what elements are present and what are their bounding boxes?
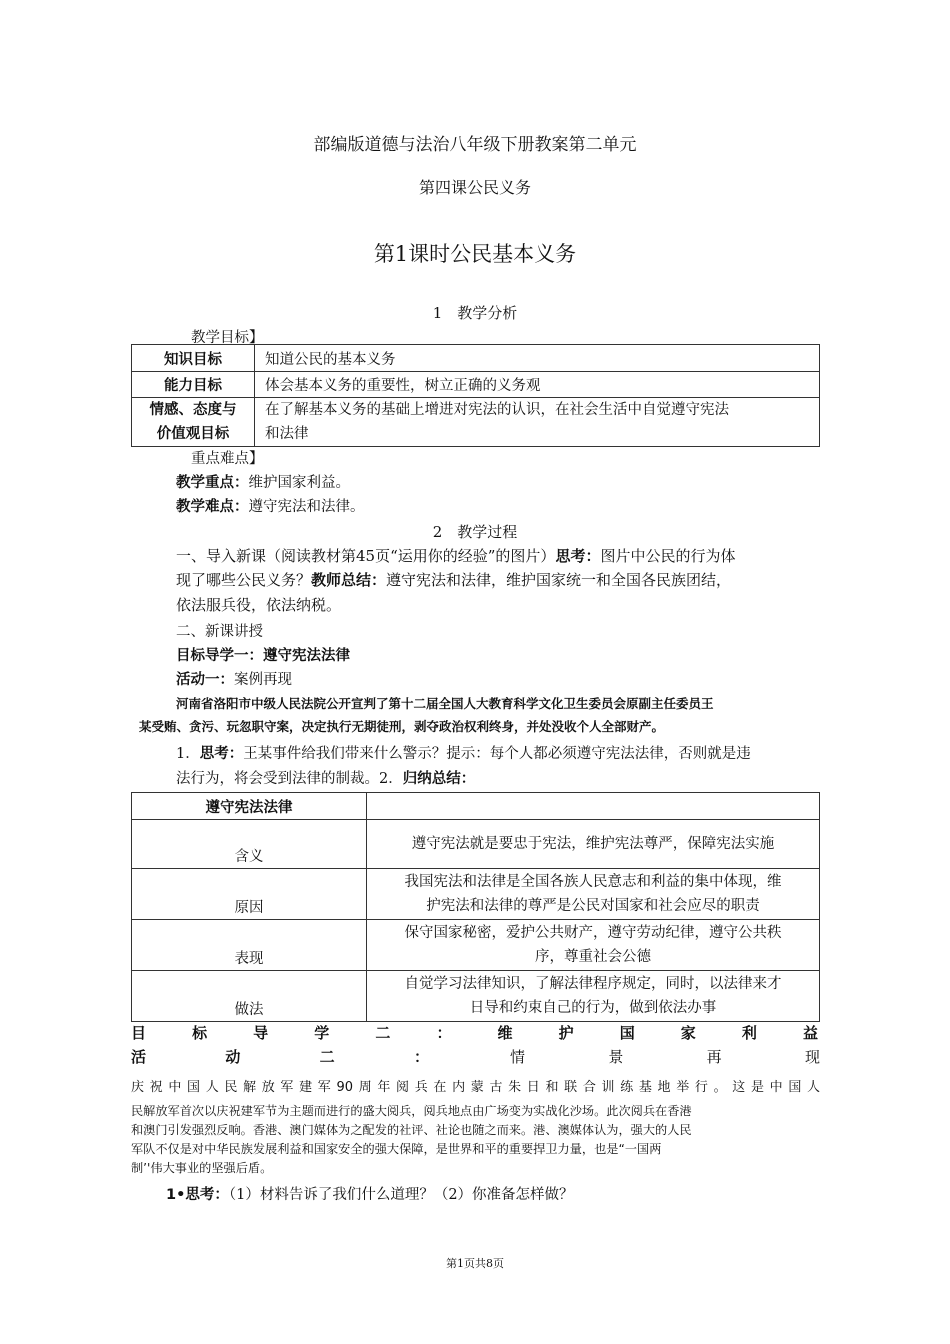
- goal-value-emotion-line2: 和法律: [265, 426, 309, 442]
- row-key-reason: 原因: [132, 869, 367, 920]
- think1-line-1: [176, 742, 751, 763]
- intro-text-a: 一、导入新课（阅读教材第45页“运用你的经验”的图片）: [176, 547, 556, 565]
- difficulty-label: 教学难点：: [176, 499, 249, 515]
- think1-line-2: [176, 767, 475, 788]
- intro-line-1: [176, 545, 735, 566]
- row-value-performance: [367, 920, 820, 971]
- row-value-meaning: [367, 820, 820, 869]
- period-title: 第1课时公民基本义务: [373, 242, 577, 266]
- key-points-label: 重点难点】: [191, 451, 264, 467]
- table-header: 遵守宪法法律: [132, 793, 367, 820]
- row-key-meaning: 含义: [132, 820, 367, 869]
- think1-text: 王某事件给我们带来什么警示？提示：每个人都必须遵守宪法法律，否则就是违: [243, 746, 751, 762]
- performance-line2: 序，尊重社会公德: [535, 949, 651, 965]
- think2-text: （1）材料告诉了我们什么道理？（2）你准备怎样做？: [228, 1187, 574, 1203]
- key-point-text: 维护国家利益。: [248, 475, 350, 491]
- goal-key-knowledge: 知识目标: [132, 345, 255, 372]
- goals-table: [131, 344, 820, 447]
- section-heading-process: 2 教学过程: [432, 523, 518, 541]
- material-line-5: 制’'伟大事业的坚强后盾。: [131, 1161, 273, 1175]
- think2: [166, 1183, 574, 1204]
- think1-label: 思考：: [199, 746, 244, 762]
- think1-text-2: 法行为，将会受到法律的制裁。2．: [176, 771, 403, 787]
- table-header-empty: [367, 793, 820, 820]
- goal-key-emotion-line1: 情感、态度与: [149, 402, 237, 418]
- summary-label: 归纳总结：: [402, 771, 476, 787]
- goal-key-emotion: [132, 398, 255, 447]
- think2-number: 1•: [166, 1187, 186, 1203]
- goal2-heading: 目标导学二：维护国家利益: [131, 1024, 820, 1042]
- goal1-heading: 目标导学一：遵守宪法法律: [176, 648, 350, 664]
- activity1-label: 活动一：: [176, 672, 234, 688]
- lesson-title: 第四课公民义务: [418, 178, 531, 197]
- activity2-label: [131, 1046, 431, 1067]
- intro-text-c: 图片中公民的行为体: [600, 547, 736, 565]
- row-key-practice: 做法: [132, 971, 367, 1022]
- material-line-3: 和澳门引发强烈反响。香港、澳门媒体为之配发的社评、社论也随之而来。港、澳媒体认为，强大的人民: [131, 1123, 692, 1137]
- practice-line2: 日导和约束自己的行为，做到依法办事: [469, 1000, 717, 1016]
- key-point-label: 教学重点：: [176, 475, 249, 491]
- goal-value-ability: 体会基本义务的重要性，树立正确的义务观: [255, 372, 820, 398]
- activity2: [131, 1046, 820, 1067]
- think-label: 思考：: [555, 547, 601, 565]
- case-line-2: 某受贿、贪污、玩忽职守案，决定执行无期徒刑，剥夺政治权利终身，并处没收个人全部财产。: [139, 719, 665, 734]
- material-line-2: 民解放军首次以庆祝建军节为主题而进行的盛大阅兵，阅兵地点由广场变为实战化沙场。此次阅兵在香港: [131, 1104, 692, 1118]
- practice-line1: 自觉学习法律知识，了解法律程序规定，同时，以法律来才: [404, 976, 782, 992]
- meaning-line1: 遵守宪法就是要忠于宪法，维护宪法尊严，保障宪法实施: [411, 836, 775, 852]
- row-key-performance: 表现: [132, 920, 367, 971]
- activity2-label-text: 活动二：: [131, 1048, 431, 1066]
- reason-line1: 我国宪法和法律是全国各族人民意志和利益的集中体现，维: [404, 874, 782, 890]
- goals-label: 教学目标】: [191, 330, 264, 346]
- material-line-4: 军队不仅是对中华民族发展利益和国家安全的强大保障，是世界和平的重要捍卫力量，也是“一国两: [131, 1142, 662, 1156]
- difficulty-text: 遵守宪法和法律。: [248, 499, 365, 515]
- teacher-summary-label: 教师总结：: [311, 571, 387, 589]
- teacher-summary-text: 遵守宪法和法律，维护国家统一和全国各民族团结，: [386, 571, 732, 589]
- case-line-1: 河南省洛阳市中级人民法院公开宣判了第十二届全国人大教育科学文化卫生委员会原副主任委员王: [176, 696, 714, 711]
- reason-line2: 护宪法和法律的尊严是公民对国家和社会应尽的职责: [426, 898, 760, 914]
- goal-key-emotion-line2: 价值观目标: [156, 426, 230, 442]
- teaching-key-point: [176, 471, 350, 492]
- activity1: [176, 668, 292, 689]
- law-summary-table: [131, 792, 820, 1022]
- activity1-text: 案例再现: [234, 672, 292, 688]
- intro-line-3: 依法服兵役，依法纳税。: [176, 596, 342, 614]
- goal-value-knowledge: 知道公民的基本义务: [255, 345, 820, 372]
- document-title: 部编版道德与法治八年级下册教案第二单元: [313, 135, 637, 155]
- row-value-practice: [367, 971, 820, 1022]
- row-value-reason: [367, 869, 820, 920]
- page-footer: 第1页共8页: [446, 1257, 504, 1270]
- goal-value-emotion-line1: 在了解基本义务的基础上增进对宪法的认识，在社会生活中自觉遵守宪法: [265, 402, 729, 418]
- activity2-text: 情景再现: [510, 1048, 820, 1066]
- teaching-difficulty: [176, 495, 365, 516]
- material-line-1: 庆祝中国人民解放军建军90周年阅兵在内蒙古朱日和联合训练基地举行。这是中国人: [131, 1080, 820, 1095]
- new-lesson-heading: 二、新课讲授: [176, 624, 263, 640]
- goal-key-ability: 能力目标: [132, 372, 255, 398]
- goal-value-emotion: [255, 398, 820, 447]
- think2-label: 思考：: [185, 1187, 229, 1203]
- intro-question: 现了哪些公民义务？: [176, 571, 312, 589]
- performance-line1: 保守国家秘密，爱护公共财产，遵守劳动纪律，遵守公共秩: [404, 925, 782, 941]
- intro-line-2: [176, 569, 731, 590]
- think1-number: 1．: [176, 746, 200, 762]
- section-heading-analysis: 1 教学分析: [432, 304, 518, 322]
